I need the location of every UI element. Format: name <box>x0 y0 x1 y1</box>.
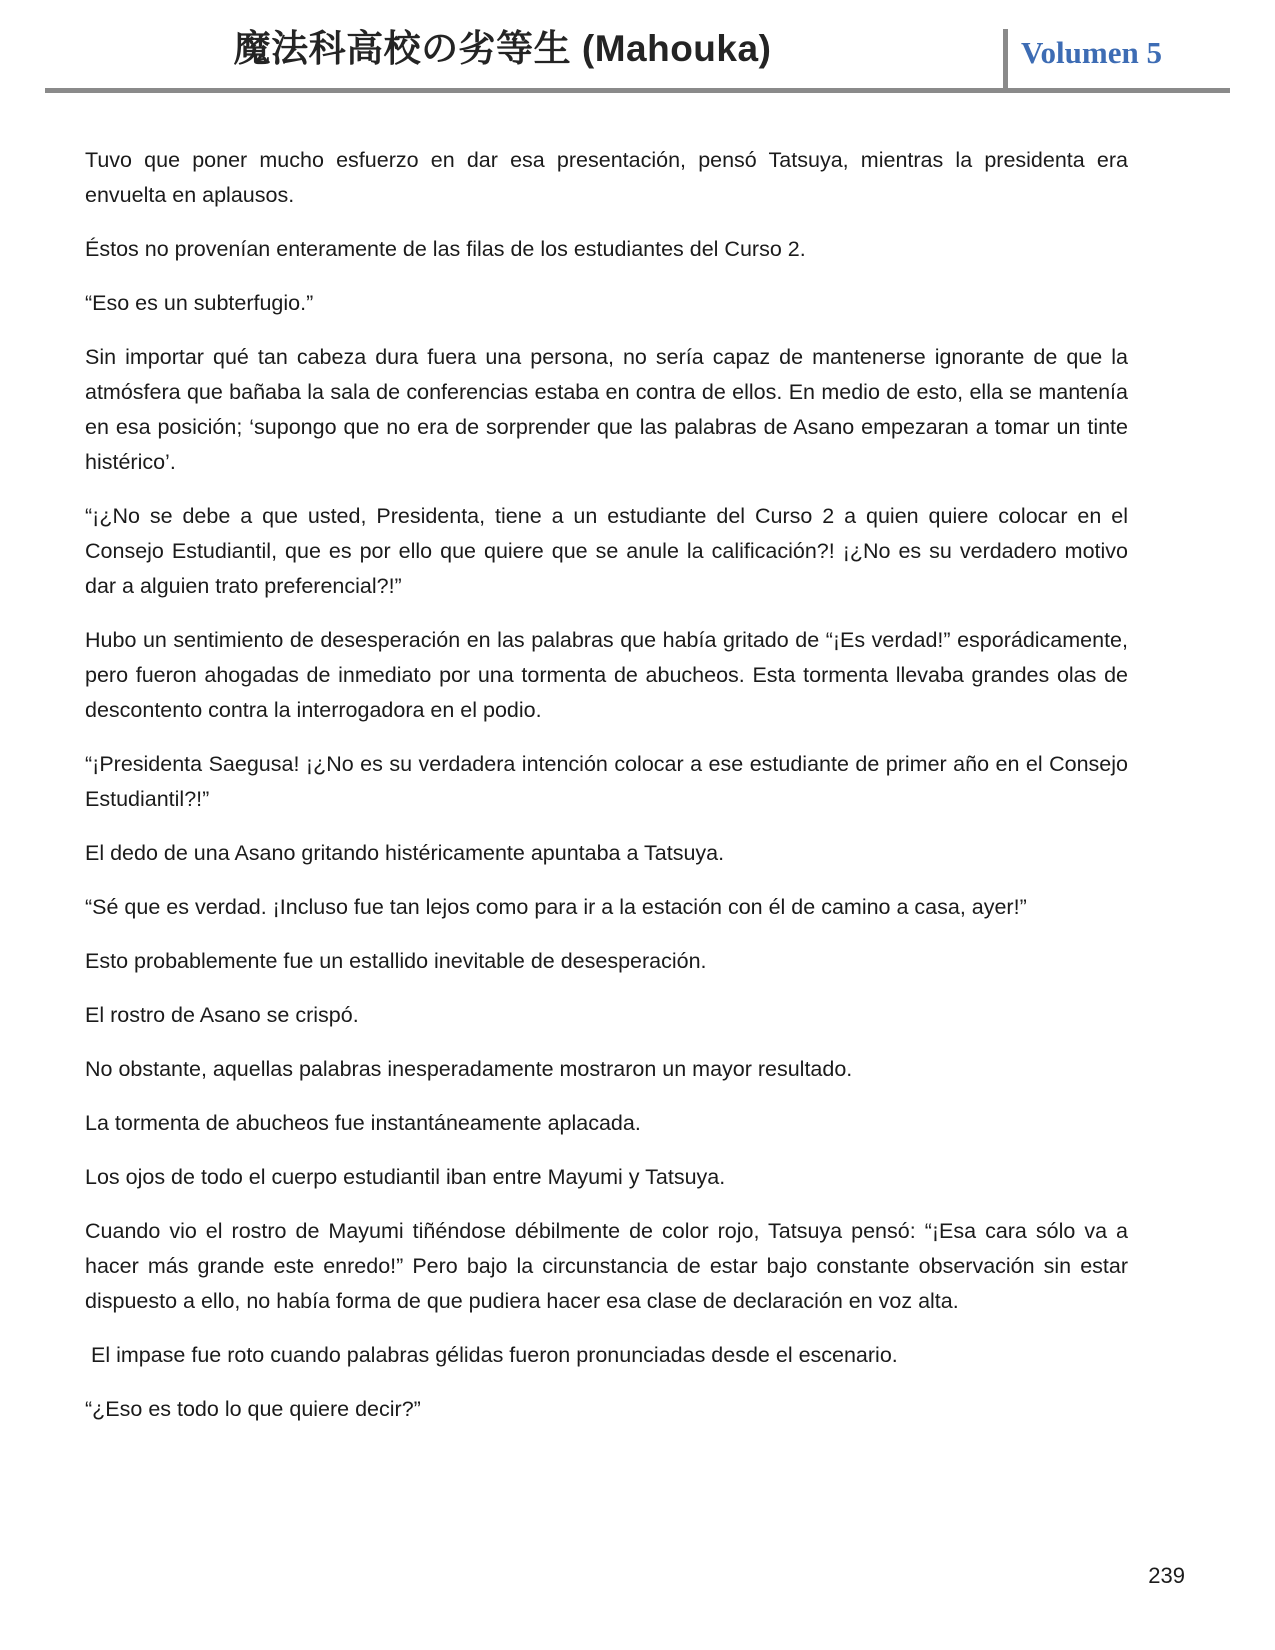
paragraph: El dedo de una Asano gritando histéricamente apuntaba a Tatsuya. <box>85 841 725 865</box>
page-header <box>0 0 1275 95</box>
paragraph: No obstante, aquellas palabras inesperadamente mostraron un mayor resultado. <box>85 1057 853 1081</box>
paragraph: “¡Presidenta Saegusa! ¡¿No es su verdadera intención colocar a ese estudiante de primer año en el Consejo Estudiantil?!” <box>85 752 1134 811</box>
paragraph: Los ojos de todo el cuerpo estudiantil iban entre Mayumi y Tatsuya. <box>85 1165 726 1189</box>
paragraph: El rostro de Asano se crispó. <box>85 1003 359 1027</box>
paragraph: El impase fue roto cuando palabras gélidas fueron pronunciadas desde el escenario. <box>85 1343 898 1367</box>
paragraph: “Sé que es verdad. ¡Incluso fue tan lejos como para ir a la estación con él de camino a casa, ayer!” <box>85 895 1027 919</box>
paragraph: “¡¿No se debe a que usted, Presidenta, tiene a un estudiante del Curso 2 a quien quiere colocar en el Consejo Estudiantil, que es por ello que quiere que se anule la calificación?! ¡¿No es su verdadero motivo dar a alguien trato preferencial?!” <box>85 504 1134 598</box>
paragraph: “Eso es un subterfugio.” <box>85 291 314 315</box>
page-title: 魔法科高校の劣等生 (Mahouka) <box>233 28 772 69</box>
paragraph: Esto probablemente fue un estallido inevitable de desesperación. <box>85 949 707 973</box>
paragraph: Cuando vio el rostro de Mayumi tiñéndose débilmente de color rojo, Tatsuya pensó: “¡Esa cara sólo va a hacer más grande este enredo!” Pero bajo la circunstancia de estar bajo constante observación sin estar dispuesto a ello, no había forma de que pudiera hacer esa clase de declaración en voz alta. <box>85 1219 1134 1313</box>
page-body <box>85 143 1134 1446</box>
paragraph: Tuvo que poner mucho esfuerzo en dar esa presentación, pensó Tatsuya, mientras la presidenta era envuelta en aplausos. <box>85 148 1134 207</box>
paragraph: “¿Eso es todo lo que quiere decir?” <box>85 1397 421 1421</box>
paragraph: Sin importar qué tan cabeza dura fuera una persona, no sería capaz de mantenerse ignorante de que la atmósfera que bañaba la sala de conferencias estaba en contra de ellos. En medio de esto, ella se mantenía en esa posición; ‘supongo que no era de sorprender que las palabras de Asano empezaran a tomar un tinte histérico’. <box>85 345 1134 474</box>
header-horizontal-rule <box>45 88 1230 93</box>
header-vertical-divider <box>1003 29 1008 92</box>
page-number: 239 <box>1148 1563 1185 1588</box>
paragraph: Hubo un sentimiento de desesperación en las palabras que había gritado de “¡Es verdad!” esporádicamente, pero fueron ahogadas de inmediato por una tormenta de abucheos. Esta tormenta llevaba grandes olas de descontento contra la interrogadora en el podio. <box>85 628 1134 722</box>
volume-label: Volumen 5 <box>1021 35 1162 70</box>
paragraph: Éstos no provenían enteramente de las filas de los estudiantes del Curso 2. <box>85 237 806 261</box>
paragraph: La tormenta de abucheos fue instantáneamente aplacada. <box>85 1111 641 1135</box>
